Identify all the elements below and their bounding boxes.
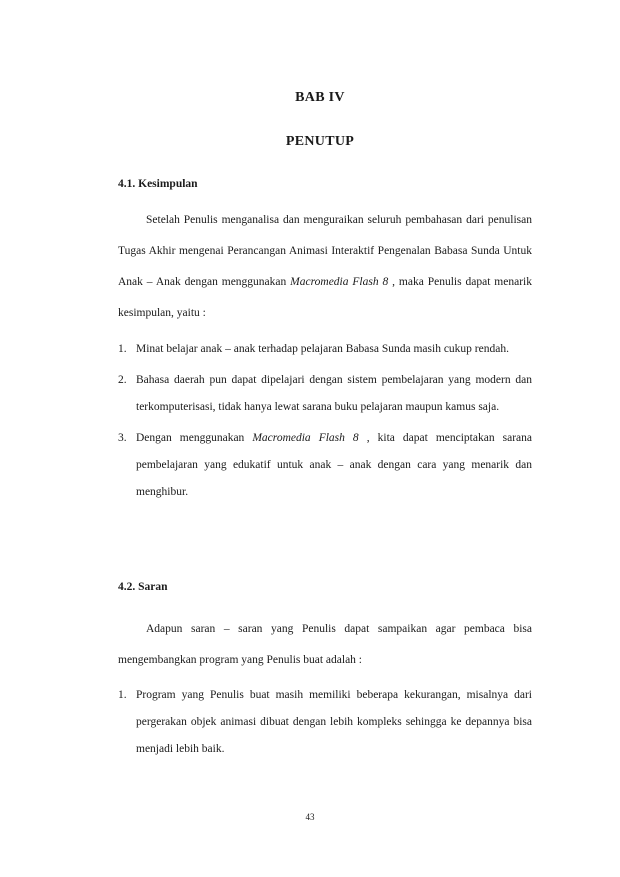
list-item-text — [136, 425, 532, 506]
section-heading-kesimpulan: 4.1. Kesimpulan — [118, 178, 198, 190]
list-item — [118, 425, 532, 506]
section-heading-saran: 4.2. Saran — [118, 581, 168, 593]
list-item-number: 3. — [118, 432, 127, 444]
kesimpulan-intro-part1: Setelah Penulis menganalisa dan menguraikan seluruh pembahasan dari penulisan Tugas Akhir mengenai Perancangan Animasi Interaktif Pengenalan Babasa Sunda Untuk Anak – Anak dengan menggunakan — [118, 214, 532, 288]
saran-list — [118, 682, 532, 763]
chapter-title: BAB IV — [295, 90, 345, 105]
kesimpulan-intro-text — [118, 205, 532, 329]
list-item — [118, 367, 532, 421]
list-item-number: 1. — [118, 689, 127, 701]
list-item — [118, 682, 532, 763]
list-item — [118, 336, 532, 363]
list-item-text: Minat belajar anak – anak terhadap pelajaran Babasa Sunda masih cukup rendah. — [136, 343, 509, 355]
list-item-text-italic: Macromedia Flash 8 — [252, 432, 359, 444]
saran-intro-paragraph — [118, 614, 532, 676]
saran-intro-text: Adapun saran – saran yang Penulis dapat sampaikan agar pembaca bisa mengembangkan program yang Penulis buat adalah : — [118, 623, 532, 666]
list-item-number: 2. — [118, 374, 127, 386]
chapter-subtitle: PENUTUP — [285, 134, 355, 149]
kesimpulan-intro-paragraph — [118, 205, 532, 329]
list-item-text: Program yang Penulis buat masih memiliki beberapa kekurangan, misalnya dari pergerakan objek animasi dibuat dengan lebih kompleks sehingga ke depannya bisa menjadi lebih baik. — [136, 689, 532, 755]
list-item-text: Bahasa daerah pun dapat dipelajari dengan sistem pembelajaran yang modern dan terkomputerisasi, tidak hanya lewat sarana buku pelajaran maupun kamus saja. — [136, 374, 532, 413]
kesimpulan-intro-part2: , maka Penulis dapat menarik kesimpulan, yaitu : — [118, 276, 532, 319]
kesimpulan-intro-italic: Macromedia Flash 8 — [290, 276, 389, 288]
list-item-number: 1. — [118, 343, 127, 355]
page-number: 43 — [305, 812, 315, 822]
kesimpulan-list — [118, 336, 532, 506]
list-item-text-part2: , kita dapat menciptakan sarana pembelajaran yang edukatif untuk anak – anak dengan cara yang menarik dan menghibur. — [136, 432, 532, 498]
list-item-text-part1: Dengan menggunakan — [136, 432, 253, 444]
